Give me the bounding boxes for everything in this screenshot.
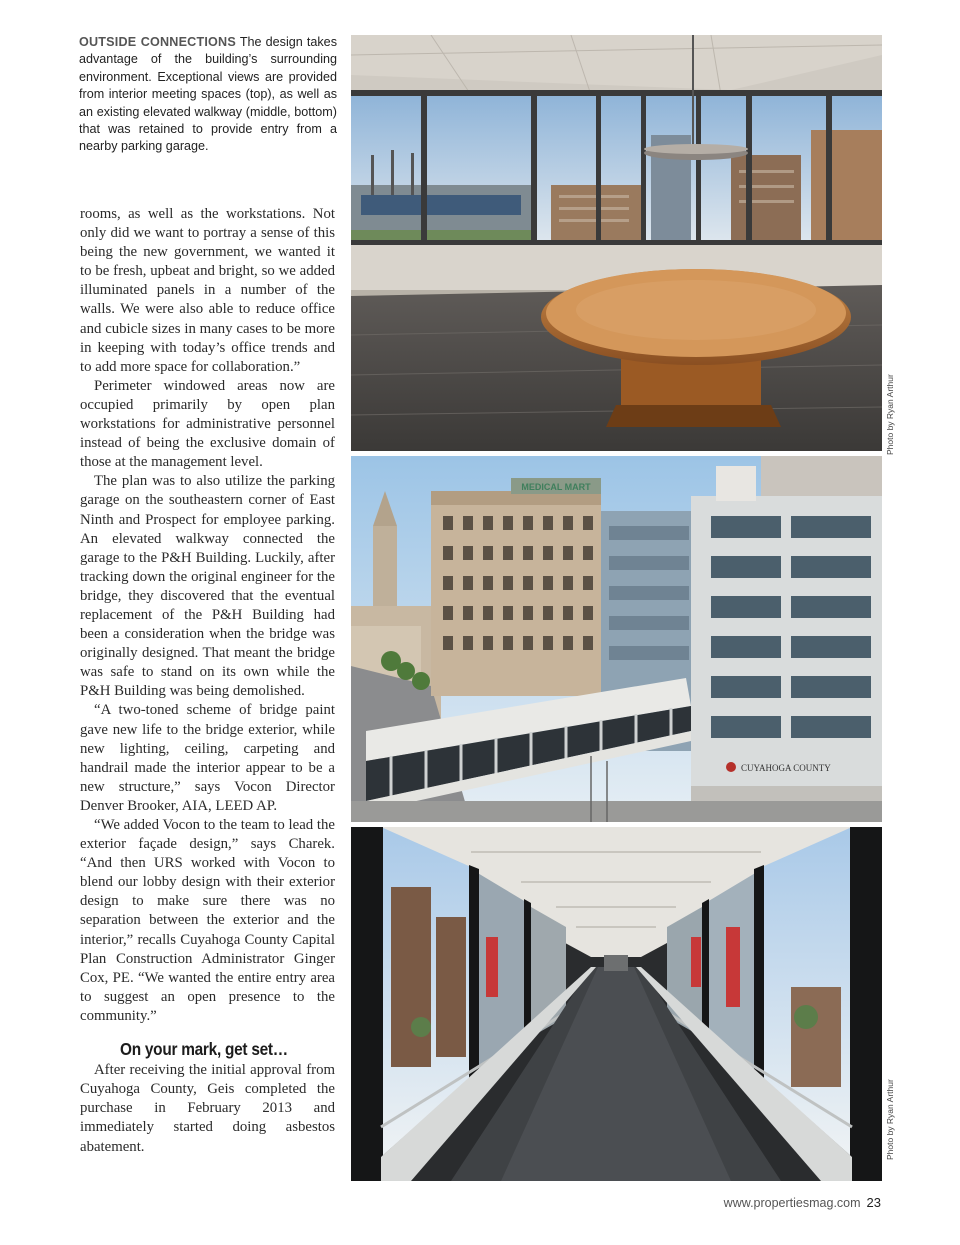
article-paragraph: “We added Vocon to the team to lead the exterior façade design,” says Charek. “And then URS worked with Vocon to blend our lobby design with their exterior design to make sure there was no separation between the exterior and the interior,” recalls Cuyahoga County Capital Plan Construction Administrator Ginger Cox, PE. “We wanted the entire entry area to suggest an open presence to the community.” (80, 817, 335, 1024)
footer-url[interactable]: www.propertiesmag.com (723, 1196, 861, 1210)
photo-caption (79, 34, 337, 156)
photo-credit: Photo by Ryan Arthur (885, 374, 895, 455)
photo-credit: Photo by Ryan Arthur (885, 1079, 895, 1160)
caption-lead: OUTSIDE CONNECTIONS (79, 35, 236, 49)
article-column (80, 205, 335, 1157)
article-paragraph: rooms, as well as the workstations. Not only did we want to portray a sense of this being the new government, we wanted it to be fresh, upbeat and bright, so we added illuminated panels in a number of the walls. We were also able to reduce office and cubicle sizes in many cases to be more in keeping with today’s office trends and to add more space for collaboration.” (80, 206, 335, 375)
article-subhead: On your mark, get set… (120, 1039, 288, 1060)
county-sign: CUYAHOGA COUNTY (741, 763, 831, 773)
rooftop-sign: MEDICAL MART (521, 482, 591, 492)
photo-walkway-interior (351, 827, 882, 1181)
caption-text: The design takes advantage of the building’s surrounding environment. Exceptional views are provided from interior meeting spaces (top), as well as an existing elevated walkway (middle, bottom) that was retained to provide entry from a nearby parking garage. (79, 35, 337, 154)
article-paragraph: “A two-toned scheme of bridge paint gave new life to the bridge exterior, while new lighting, ceiling, carpeting and handrail made the interior appear to be a new structure,” says Vocon Director Denver Brooker, AIA, LEED AP. (80, 702, 335, 814)
article-paragraph: After receiving the initial approval from Cuyahoga County, Geis completed the purchase in February 2013 and immediately started doing asbestos abatement. (80, 1062, 335, 1155)
page-footer (724, 1195, 881, 1210)
article-paragraph: The plan was to also utilize the parking garage on the southeastern corner of East Ninth and Prospect for employee parking. An elevated walkway connected the garage to the P&H Building. Luckily, after tracking down the original engineer for the bridge, they discovered that the eventual replacement of the P&H Building had been a consideration when the bridge was originally designed. That meant the bridge was safe to stand on its own while the P&H Building was being demolished. (80, 473, 335, 700)
photo-walkway-exterior (351, 456, 882, 822)
page-number: 23 (866, 1195, 881, 1210)
article-paragraph: Perimeter windowed areas now are occupied primarily by open plan workstations for administrative personnel instead of being the exclusive domain of those at the management level. (80, 377, 335, 471)
photo-conference-room (351, 35, 882, 451)
